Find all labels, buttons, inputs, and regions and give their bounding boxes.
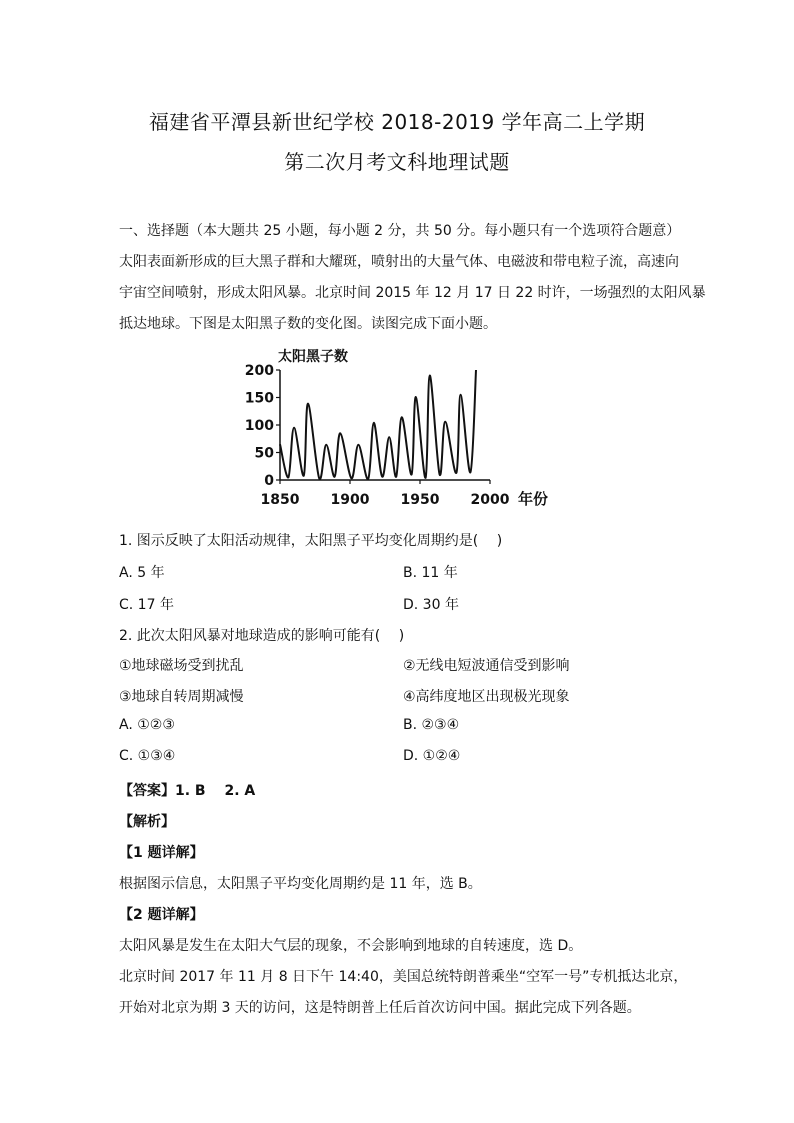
y-tick-label: 100: [244, 418, 274, 434]
x-axis-label: 年份: [518, 490, 549, 508]
answer-line: 【答案】1. B 2. A: [119, 783, 256, 799]
q2-statement-3: ③地球自转周期减慢: [119, 689, 244, 705]
q2-stem: 2. 此次太阳风暴对地球造成的影响可能有( ): [119, 628, 405, 644]
q2-option-b: B. ②③④: [403, 717, 460, 733]
q1-detail: 根据图示信息，太阳黑子平均变化周期约是 11 年，选 B。: [119, 876, 482, 892]
chart-title: 太阳黑子数: [278, 349, 348, 365]
q2-statement-1: ①地球磁场受到扰乱: [119, 658, 244, 674]
q1-detail-heading: 【1 题详解】: [119, 845, 204, 861]
q1-option-a: A. 5 年: [119, 565, 165, 581]
q1-stem: 1. 图示反映了太阳活动规律，太阳黑子平均变化周期约是( ): [119, 533, 503, 549]
next-intro-line-2: 开始对北京为期 3 天的访问，这是特朗普上任后首次访问中国。据此完成下列各题。: [119, 1000, 641, 1016]
x-tick-label: 1900: [330, 492, 370, 508]
y-axis: [245, 363, 280, 489]
y-tick-label: 200: [244, 363, 274, 379]
intro-line-2: 宇宙空间喷射，形成太阳风暴。北京时间 2015 年 12 月 17 日 22 时许，一场强烈的太阳风暴: [119, 285, 706, 301]
q2-option-c: C. ①③④: [119, 748, 176, 764]
intro-line-3: 抵达地球。下图是太阳黑子数的变化图。读图完成下面小题。: [119, 316, 497, 332]
q1-option-b: B. 11 年: [403, 565, 458, 581]
x-axis: [261, 480, 510, 508]
q2-detail-heading: 【2 题详解】: [119, 907, 204, 923]
section-heading: 一、选择题（本大题共 25 小题，每小题 2 分，共 50 分。每小题只有一个选项符合题意）: [119, 223, 681, 239]
q2-option-d: D. ①②④: [403, 748, 461, 764]
y-tick-label: 0: [264, 473, 274, 489]
q1-option-c: C. 17 年: [119, 597, 174, 613]
q2-option-a: A. ①②③: [119, 717, 175, 733]
y-tick-label: 50: [254, 445, 274, 462]
intro-line-1: 太阳表面新形成的巨大黑子群和大耀斑，喷射出的大量气体、电磁波和带电粒子流，高速向: [119, 254, 679, 270]
q2-detail: 太阳风暴是发生在太阳大气层的现象，不会影响到地球的自转速度，选 D。: [119, 938, 583, 954]
q2-statement-4: ④高纬度地区出现极光现象: [403, 689, 570, 705]
series-layer: [280, 370, 476, 479]
document-title-line-1: 福建省平潭县新世纪学校 2018-2019 学年高二上学期: [148, 110, 646, 134]
q2-statement-2: ②无线电短波通信受到影响: [403, 658, 570, 674]
q1-option-d: D. 30 年: [403, 597, 459, 613]
y-tick-label: 150: [244, 390, 274, 407]
analysis-heading: 【解析】: [119, 814, 175, 830]
sunspot-chart: [244, 343, 560, 513]
x-tick-label: 1850: [260, 492, 300, 508]
document-title-line-2: 第二次月考文科地理试题: [284, 150, 510, 174]
sunspot-series-line: [280, 370, 476, 479]
next-intro-line-1: 北京时间 2017 年 11 月 8 日下午 14:40，美国总统特朗普乘坐“空军一号”专机抵达北京，: [119, 969, 688, 985]
x-tick-label: 1950: [400, 492, 440, 508]
x-tick-label: 2000: [470, 492, 510, 508]
